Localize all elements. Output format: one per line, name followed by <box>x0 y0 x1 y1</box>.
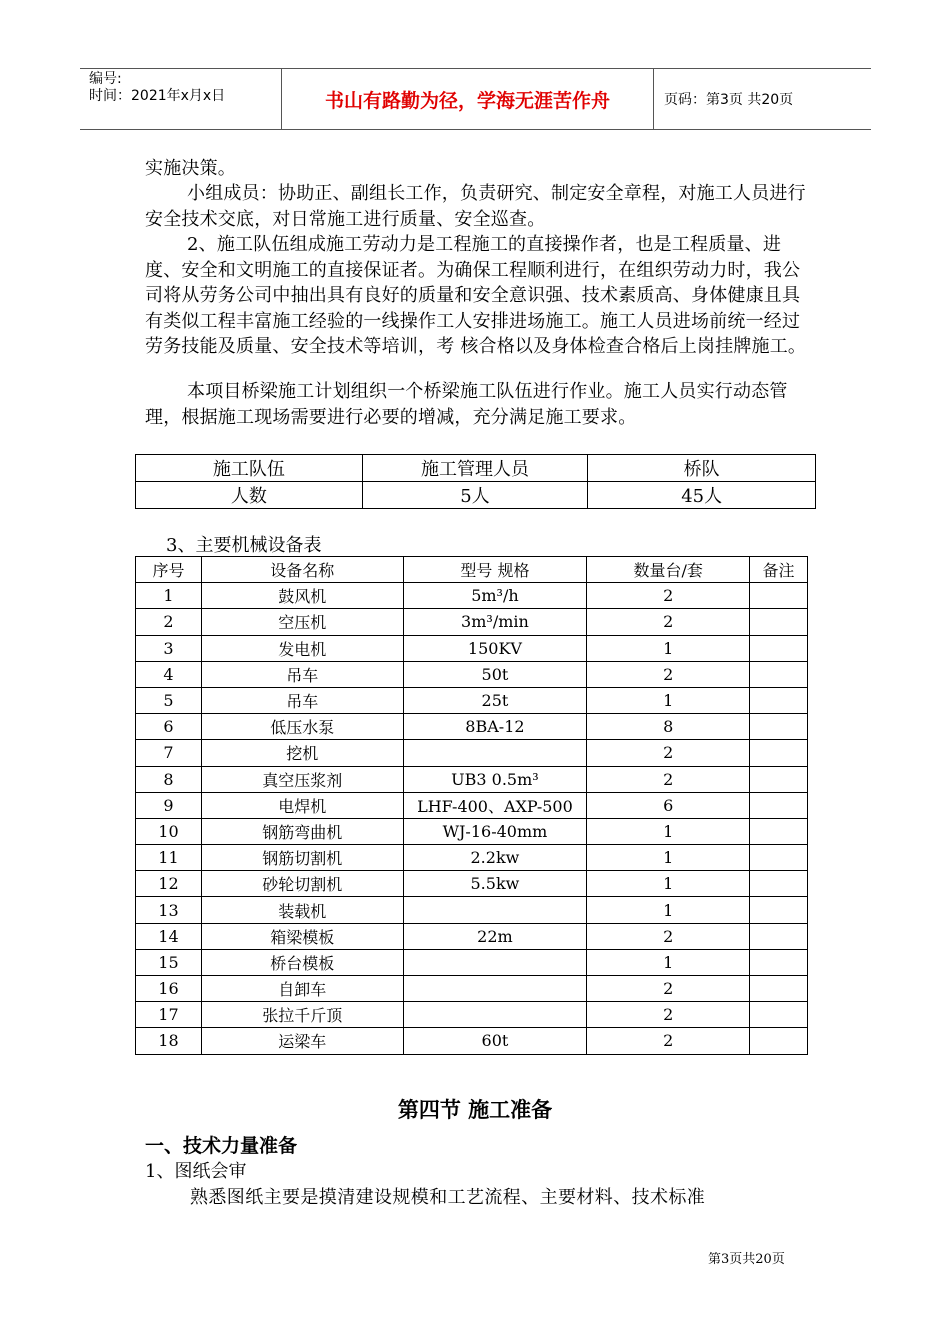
equipment-row <box>136 687 808 713</box>
equipment-cell: 15 <box>136 949 202 975</box>
staff-cell: 45人 <box>588 482 816 509</box>
equipment-cell: 装载机 <box>201 897 403 923</box>
equipment-row <box>136 845 808 871</box>
equipment-cell: 吊车 <box>201 661 403 687</box>
equipment-header-cell: 数量台/套 <box>587 557 750 583</box>
equipment-cell <box>750 923 808 949</box>
equipment-cell <box>750 740 808 766</box>
equipment-cell: 16 <box>136 976 202 1002</box>
equipment-row <box>136 635 808 661</box>
equipment-cell: 60t <box>403 1028 587 1054</box>
equipment-cell: 2 <box>587 661 750 687</box>
header-motto: 书山有路勤为径，学海无涯苦作舟 <box>282 69 654 129</box>
equipment-cell: 10 <box>136 818 202 844</box>
staff-cell: 人数 <box>136 482 363 509</box>
equipment-cell: 3m³/min <box>403 609 587 635</box>
equipment-cell: 低压水泵 <box>201 714 403 740</box>
equipment-cell <box>403 949 587 975</box>
equipment-row <box>136 766 808 792</box>
equipment-cell: 4 <box>136 661 202 687</box>
equipment-cell: 2 <box>587 609 750 635</box>
equipment-cell: 2 <box>136 609 202 635</box>
equipment-cell: 1 <box>587 818 750 844</box>
equipment-cell <box>750 1028 808 1054</box>
equipment-cell <box>403 740 587 766</box>
equipment-row <box>136 792 808 818</box>
equipment-cell <box>750 845 808 871</box>
equipment-cell: 9 <box>136 792 202 818</box>
equipment-cell: 砂轮切割机 <box>201 871 403 897</box>
equipment-caption: 3、主要机械设备表 <box>166 535 322 556</box>
equipment-header-cell: 设备名称 <box>201 557 403 583</box>
equipment-cell <box>750 687 808 713</box>
equipment-header-cell: 型号 规格 <box>403 557 587 583</box>
header-meta <box>80 69 282 129</box>
equipment-row <box>136 949 808 975</box>
equipment-cell: 2 <box>587 923 750 949</box>
equipment-row <box>136 923 808 949</box>
equipment-row <box>136 714 808 740</box>
equipment-cell: 7 <box>136 740 202 766</box>
equipment-row <box>136 818 808 844</box>
equipment-table <box>135 556 808 1055</box>
equipment-cell <box>750 818 808 844</box>
page-header <box>80 68 871 130</box>
equipment-cell: 张拉千斤顶 <box>201 1002 403 1028</box>
section-title: 第四节 施工准备 <box>397 1098 553 1122</box>
equipment-row <box>136 871 808 897</box>
equipment-cell: 8 <box>136 766 202 792</box>
equipment-cell: 电焊机 <box>201 792 403 818</box>
equipment-cell: 1 <box>587 897 750 923</box>
equipment-cell: 50t <box>403 661 587 687</box>
section-subtitle: 一、技术力量准备 <box>145 1135 298 1157</box>
equipment-cell <box>750 792 808 818</box>
equipment-cell <box>750 976 808 1002</box>
section-item: 1、图纸会审 <box>145 1161 247 1182</box>
paragraph-1: 实施决策。 <box>145 158 236 179</box>
equipment-row <box>136 897 808 923</box>
equipment-cell: 22m <box>403 923 587 949</box>
equipment-cell <box>750 714 808 740</box>
equipment-cell: 2 <box>587 976 750 1002</box>
equipment-cell: 8 <box>587 714 750 740</box>
equipment-cell: 箱梁模板 <box>201 923 403 949</box>
equipment-cell <box>403 1002 587 1028</box>
equipment-cell: UB3 0.5m³ <box>403 766 587 792</box>
paragraph-4: 本项目桥梁施工计划组织一个桥梁施工队伍进行作业。施工人员实行动态管理，根据施工现场需要进行必要的增减，充分满足施工要求。 <box>145 381 788 428</box>
header-time: 时间：2021年x月x日 <box>89 88 226 104</box>
equipment-cell: 2 <box>587 766 750 792</box>
equipment-cell: 13 <box>136 897 202 923</box>
staff-header-cell: 施工管理人员 <box>362 455 588 482</box>
equipment-cell: 2 <box>587 1028 750 1054</box>
equipment-cell: 2.2kw <box>403 845 587 871</box>
page-footer: 第3页共20页 <box>708 1252 785 1267</box>
staff-header-cell: 施工队伍 <box>136 455 363 482</box>
staff-cell: 5人 <box>362 482 588 509</box>
equipment-row <box>136 1028 808 1054</box>
equipment-cell: 桥台模板 <box>201 949 403 975</box>
equipment-cell <box>750 897 808 923</box>
equipment-cell: 5m³/h <box>403 583 587 609</box>
equipment-cell <box>403 897 587 923</box>
equipment-cell: 空压机 <box>201 609 403 635</box>
equipment-cell: 2 <box>587 583 750 609</box>
equipment-cell <box>750 635 808 661</box>
equipment-cell: 1 <box>136 583 202 609</box>
equipment-cell: 11 <box>136 845 202 871</box>
equipment-row <box>136 609 808 635</box>
equipment-cell: 5.5kw <box>403 871 587 897</box>
equipment-cell <box>750 949 808 975</box>
equipment-cell: 自卸车 <box>201 976 403 1002</box>
equipment-cell <box>750 583 808 609</box>
equipment-cell: 8BA-12 <box>403 714 587 740</box>
equipment-cell <box>750 766 808 792</box>
equipment-cell: 17 <box>136 1002 202 1028</box>
equipment-cell: 25t <box>403 687 587 713</box>
equipment-cell: 18 <box>136 1028 202 1054</box>
equipment-cell: 吊车 <box>201 687 403 713</box>
equipment-cell: 6 <box>136 714 202 740</box>
equipment-cell: 1 <box>587 949 750 975</box>
section-text: 熟悉图纸主要是摸清建设规模和工艺流程、主要材料、技术标准 <box>190 1187 706 1208</box>
equipment-row <box>136 740 808 766</box>
staff-header-row <box>136 455 816 482</box>
equipment-cell: 挖机 <box>201 740 403 766</box>
equipment-cell: 1 <box>587 635 750 661</box>
paragraph-2: 小组成员：协助正、副组长工作，负责研究、制定安全章程，对施工人员进行安全技术交底，对日常施工进行质量、安全巡查。 <box>145 183 806 230</box>
equipment-cell <box>750 661 808 687</box>
equipment-cell: 真空压浆剂 <box>201 766 403 792</box>
equipment-cell: LHF-400、AXP-500 <box>403 792 587 818</box>
equipment-cell <box>750 1002 808 1028</box>
equipment-row <box>136 583 808 609</box>
equipment-cell: 钢筋切割机 <box>201 845 403 871</box>
equipment-cell <box>403 976 587 1002</box>
equipment-cell: 150KV <box>403 635 587 661</box>
equipment-cell: 5 <box>136 687 202 713</box>
equipment-header-row <box>136 557 808 583</box>
equipment-cell: 2 <box>587 1002 750 1028</box>
equipment-cell: 1 <box>587 687 750 713</box>
equipment-cell: 鼓风机 <box>201 583 403 609</box>
header-page-number: 页码：第3页 共20页 <box>664 92 794 108</box>
equipment-header-cell: 备注 <box>750 557 808 583</box>
equipment-row <box>136 661 808 687</box>
equipment-cell: WJ-16-40mm <box>403 818 587 844</box>
equipment-cell: 钢筋弯曲机 <box>201 818 403 844</box>
equipment-cell <box>750 609 808 635</box>
equipment-cell: 发电机 <box>201 635 403 661</box>
paragraph-3: 2、施工队伍组成施工劳动力是工程施工的直接操作者，也是工程质量、进度、安全和文明施工的直接保证者。为确保工程顺利进行，在组织劳动力时，我公司将从劳务公司中抽出具有良好的质量和安全意识强、技术素质高、身体健康且具有类似工程丰富施工经验的一线操作工人安排进场施工。施工人员进场前统一经过劳务技能及质量、安全技术等培训，考 核合格以及身体检查合格后上岗挂牌施工。 <box>145 234 807 357</box>
equipment-cell: 12 <box>136 871 202 897</box>
equipment-cell: 运梁车 <box>201 1028 403 1054</box>
equipment-cell: 3 <box>136 635 202 661</box>
staff-header-cell: 桥队 <box>588 455 816 482</box>
staff-data-row <box>136 482 816 509</box>
equipment-cell: 6 <box>587 792 750 818</box>
equipment-cell: 2 <box>587 740 750 766</box>
header-number: 编号: <box>89 71 122 87</box>
equipment-header-cell: 序号 <box>136 557 202 583</box>
equipment-row <box>136 976 808 1002</box>
equipment-cell: 1 <box>587 871 750 897</box>
equipment-cell: 1 <box>587 845 750 871</box>
equipment-row <box>136 1002 808 1028</box>
staff-table <box>135 454 816 509</box>
equipment-cell: 14 <box>136 923 202 949</box>
equipment-cell <box>750 871 808 897</box>
